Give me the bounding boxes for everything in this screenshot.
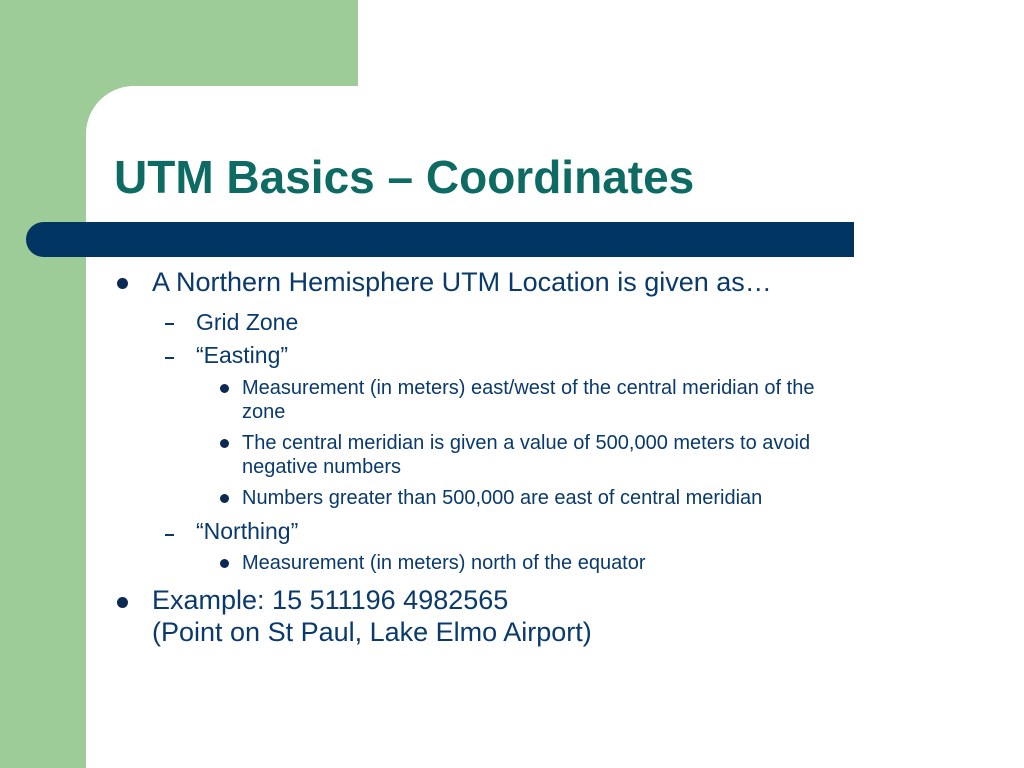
easting-detail-3: Numbers greater than 500,000 are east of central meridian	[242, 487, 763, 509]
bullet-icon	[117, 597, 128, 608]
dash-icon	[165, 534, 174, 536]
slide-title: UTM Basics – Coordinates	[114, 151, 695, 203]
bullet-icon	[220, 559, 229, 568]
bullet-icon	[117, 278, 128, 289]
easting-detail-1-line2: zone	[242, 401, 286, 423]
bullet-icon	[220, 439, 229, 448]
northing-detail-1: Measurement (in meters) north of the equator	[242, 552, 646, 574]
easting-detail-1-line1: Measurement (in meters) east/west of the central meridian of the	[242, 377, 815, 399]
sub-bullet-grid-zone: Grid Zone	[196, 309, 299, 335]
sub-bullet-northing: “Northing”	[196, 518, 299, 544]
bullet-icon	[220, 384, 229, 393]
sub-bullet-easting: “Easting”	[196, 342, 289, 368]
easting-detail-2-line1: The central meridian is given a value of 500,000 meters to avoid	[242, 432, 811, 454]
dash-icon	[165, 323, 174, 325]
bullet-example-line2: (Point on St Paul, Lake Elmo Airport)	[152, 617, 592, 647]
dash-icon	[165, 357, 174, 359]
bullet-example-line1: Example: 15 511196 4982565	[152, 585, 509, 615]
bullet-icon	[220, 494, 229, 503]
bullet-northern-hemisphere: A Northern Hemisphere UTM Location is given as…	[152, 267, 772, 297]
easting-detail-2-line2: negative numbers	[242, 456, 401, 478]
